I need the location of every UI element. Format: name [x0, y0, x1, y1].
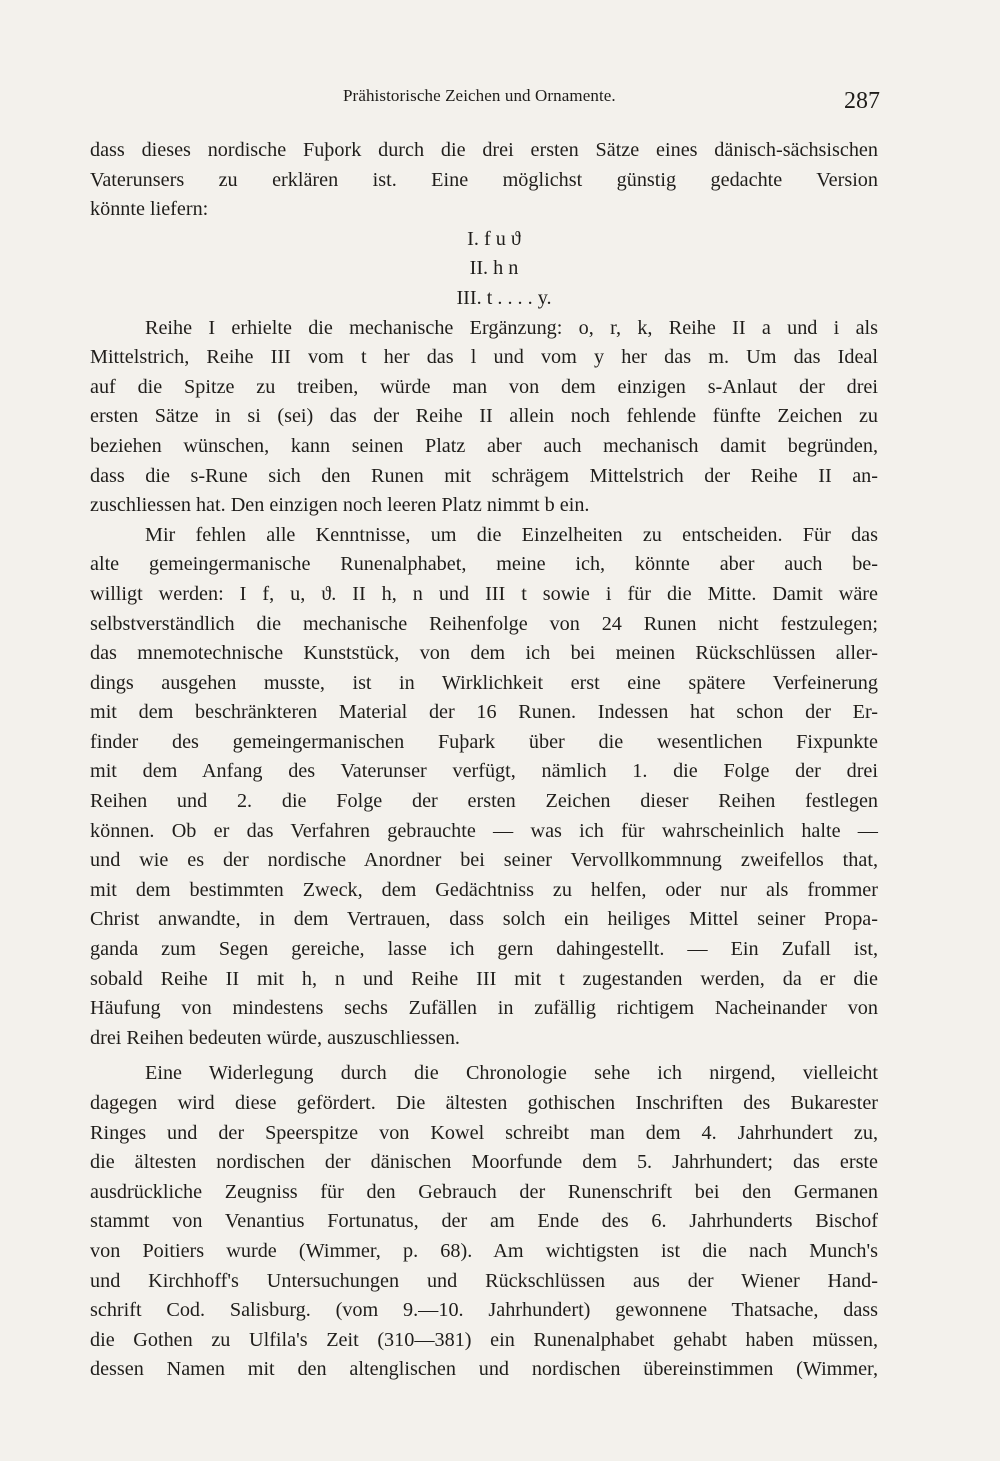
- running-head: [90, 86, 880, 116]
- text-line: sobald Reihe II mit h, n und Reihe III mit t zugestanden werden, da er die: [90, 967, 878, 990]
- text-line: ersten Sätze in si (sei) das der Reihe II allein noch fehlende fünfte Zeichen zu: [90, 405, 878, 428]
- text-line: ganda zum Segen gereiche, lasse ich gern dahingestellt. — Ein Zufall ist,: [90, 938, 878, 961]
- text-line: Ringes und der Speerspitze von Kowel schreibt man dem 4. Jahrhundert zu,: [90, 1121, 878, 1144]
- text-line: selbstverständlich die mechanische Reihenfolge von 24 Runen nicht festzulegen;: [90, 612, 878, 635]
- text-line: können. Ob er das Verfahren gebrauchte — was ich für wahrscheinlich halte —: [90, 819, 878, 842]
- text-line: Reihen und 2. die Folge der ersten Zeichen dieser Reihen festlegen: [90, 790, 878, 813]
- text-line: die Gothen zu Ulfila's Zeit (310—381) ein Runenalphabet gehabt haben müssen,: [90, 1328, 878, 1351]
- body-text: [90, 136, 878, 1385]
- text-line: Häufung von mindestens sechs Zufällen in zufällig richtigem Nacheinander von: [90, 997, 878, 1020]
- text-line: könnte liefern:: [90, 198, 209, 221]
- text-line: mit dem beschränkteren Material der 16 Runen. Indessen hat schon der Er-: [90, 701, 878, 724]
- text-line: Vaterunsers zu erklären ist. Eine möglichst günstig gedachte Version: [90, 168, 878, 191]
- text-line: von Poitiers wurde (Wimmer, p. 68). Am wichtigsten ist die nach Munch's: [90, 1239, 878, 1262]
- text-line: willigt werden: I f, u, ϑ. II h, n und III t sowie i für die Mitte. Damit wäre: [90, 582, 878, 605]
- text-line: mit dem Anfang des Vaterunser verfügt, nämlich 1. die Folge der drei: [90, 760, 878, 783]
- text-line: Mittelstrich, Reihe III vom t her das l und vom y her das m. Um das Ideal: [90, 346, 878, 369]
- text-line: mit dem bestimmten Zweck, dem Gedächtniss zu helfen, oder nur als frommer: [90, 878, 878, 901]
- text-line: schrift Cod. Salisburg. (vom 9.—10. Jahrhundert) gewonnene Thatsache, dass: [90, 1299, 878, 1322]
- text-line: dessen Namen mit den altenglischen und nordischen übereinstimmen (Wimmer,: [90, 1358, 878, 1381]
- text-line: zuschliessen hat. Den einzigen noch leeren Platz nimmt b ein.: [90, 494, 590, 517]
- scheme-row-3: III. t . . . . y.: [456, 286, 552, 309]
- text-line: das mnemotechnische Kunststück, von dem ich bei meinen Rückschlüssen aller-: [90, 642, 878, 665]
- text-line: Reihe I erhielte die mechanische Ergänzung: o, r, k, Reihe II a und i als: [145, 316, 878, 339]
- text-line: ausdrückliche Zeugniss für den Gebrauch der Runenschrift bei den Germanen: [90, 1180, 878, 1203]
- text-line: stammt von Venantius Fortunatus, der am Ende des 6. Jahrhunderts Bischof: [90, 1210, 878, 1233]
- text-line: die ältesten nordischen der dänischen Moorfunde dem 5. Jahrhundert; das erste: [90, 1151, 878, 1174]
- running-title: Prähistorische Zeichen und Ornamente.: [343, 86, 616, 105]
- text-line: Mir fehlen alle Kenntnisse, um die Einzelheiten zu entscheiden. Für das: [145, 523, 878, 546]
- text-line: finder des gemeingermanischen Fuþark über die wesentlichen Fixpunkte: [90, 730, 878, 753]
- scheme-row-1: I. f u ϑ: [467, 227, 521, 250]
- text-line: dagegen wird diese gefördert. Die ältesten gothischen Inschriften des Bukarester: [90, 1092, 878, 1114]
- text-line: dass die s-Rune sich den Runen mit schrägem Mittelstrich der Reihe II an-: [90, 464, 878, 487]
- text-line: auf die Spitze zu treiben, würde man von dem einzigen s-Anlaut der drei: [90, 375, 878, 398]
- text-line: und wie es der nordische Anordner bei seiner Vervollkommnung zweifellos that,: [90, 849, 878, 872]
- text-line: Eine Widerlegung durch die Chronologie sehe ich nirgend, vielleicht: [145, 1062, 878, 1085]
- text-line: dings ausgehen musste, ist in Wirklichkeit erst eine spätere Verfeinerung: [90, 671, 878, 694]
- page-number: 287: [844, 88, 880, 114]
- scheme-row-2: II. h n: [469, 257, 519, 280]
- text-line: und Kirchhoff's Untersuchungen und Rückschlüssen aus der Wiener Hand-: [90, 1269, 878, 1292]
- text-line: alte gemeingermanische Runenalphabet, meine ich, könnte aber auch be-: [90, 553, 878, 576]
- text-line: dass dieses nordische Fuþork durch die drei ersten Sätze eines dänisch-sächsischen: [90, 139, 878, 161]
- text-line: drei Reihen bedeuten würde, auszuschliessen.: [90, 1026, 460, 1049]
- text-line: Christ anwandte, in dem Vertrauen, dass solch ein heiliges Mittel seiner Propa-: [90, 908, 878, 931]
- text-line: beziehen wünschen, kann seinen Platz aber auch mechanisch damit begründen,: [90, 434, 878, 457]
